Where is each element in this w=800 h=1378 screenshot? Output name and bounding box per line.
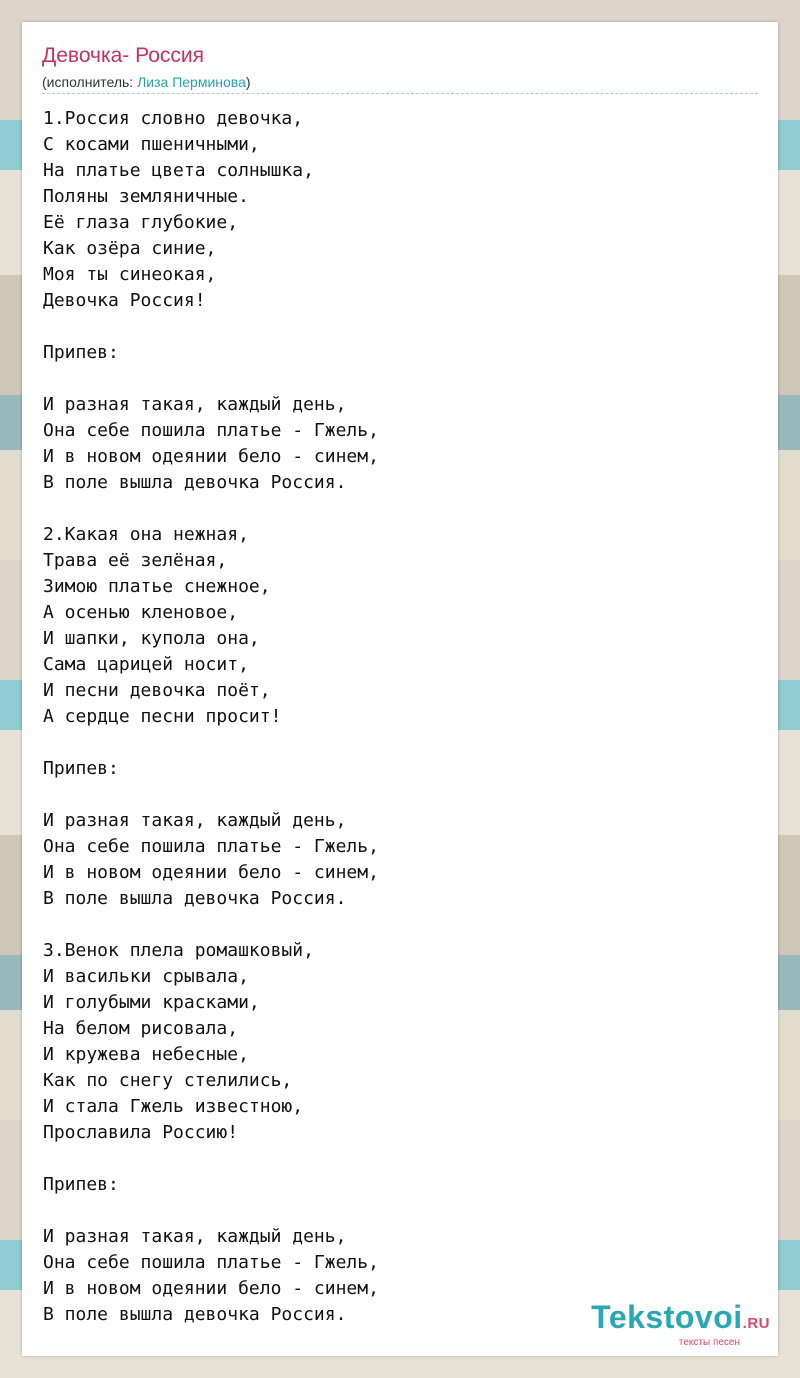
- lyrics-card: [22, 22, 778, 1356]
- logo-tagline: тексты песен: [678, 1337, 740, 1348]
- logo-tld: .RU: [742, 1315, 770, 1332]
- logo-brand-name: Tekstovoi: [591, 1299, 743, 1335]
- performer-suffix: ): [245, 74, 251, 90]
- dashed-divider: [42, 93, 758, 94]
- site-logo[interactable]: [591, 1300, 770, 1348]
- performer-link[interactable]: Лиза Перминова: [137, 74, 246, 90]
- performer-prefix: (исполнитель:: [42, 74, 138, 90]
- lyrics-text: 1.Россия словно девочка, С косами пшеничными, На платье цвета солнышка, Поляны земляничные. Её глаза глубокие, Как озёра синие, Моя ты синеокая, Девочка Россия! Припев: И разная такая, каждый день, Она себе пошила платье - Гжель, И в новом одеянии бело - синем, В поле вышла девочка Россия. 2.Какая она нежная, Трава её зелёная, Зимою платье снежное, А осенью кленовое, И шапки, купола она, Сама царицей носит, И песни девочка поёт, А сердце песни просит! Припев: И разная такая, каждый день, Она себе пошила платье - Гжель, И в новом одеянии бело - синем, В поле вышла девочка Россия. 3.Венок плела ромашковый, И васильки срывала, И голубыми красками, На белом рисовала, И кружева небесные, Как по снегу стелились, И стала Гжель известною, Прославила Россию! Припев: И разная такая, каждый день, Она себе пошила платье - Гжель, И в новом одеянии бело - синем, В поле вышла девочка Россия.: [43, 108, 379, 1325]
- logo-brand: [591, 1300, 770, 1341]
- performer-line: [42, 74, 251, 90]
- song-title: Девочка- Россия: [42, 44, 205, 67]
